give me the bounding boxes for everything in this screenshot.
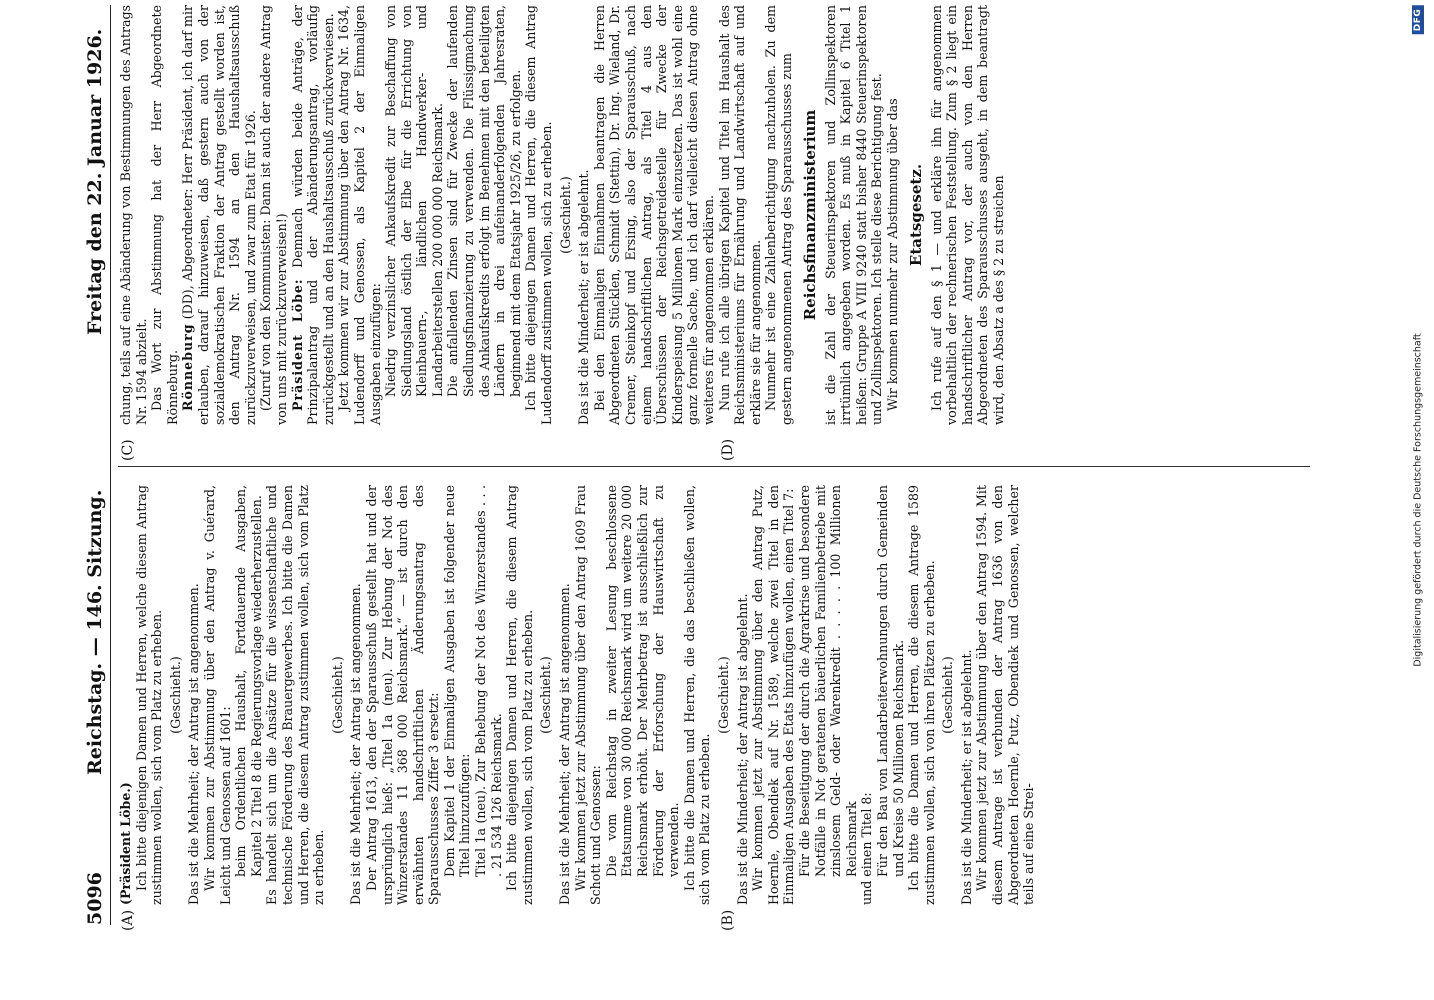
paragraph: Das ist die Minderheit; er ist abgelehnt. [576,169,592,425]
paragraph: und einen Titel 8: [859,792,875,905]
paragraph: Ich bitte diejenigen Damen und Herren, die diesem Antrag Ludendorff zustimmen wollen, sich zu erheben. [523,5,555,425]
paragraph: Ich bitte diejenigen Damen und Herren, welche diesem Antrag zustimmen wollen, sich vom Platz zu erheben. [133,485,165,905]
digitization-credit: Digitalisierung gefördert durch die Deutsche Forschungsgemeinschaft [1412,333,1424,667]
page-number: 5096 [84,872,106,925]
margin-letter-c: (C) [120,439,136,461]
paragraph: Wir kommen jetzt zur Abstimmung über den Antrag 1594. Mit diesem Antrage ist verbunden der Antrag 1636 von den Abgeordneten Hoernle, Putz, Obendiek und Genossen, welcher teils auf eine Strei- [974,485,1037,905]
paragraph: Wir kommen nunmehr zur Abstimmung über das [884,98,900,411]
quoted-motion: beim Ordentlichen Haushalt, Fortdauernde Ausgaben, Kapitel 2 Titel 8 die Regierungsvorlage wiederherzustellen. [233,485,264,877]
paragraph: Das ist die Mehrheit; der Antrag ist angenommen. [186,583,202,905]
quoted-motion: Dem Kapitel 1 der Einmaligen Ausgaben ist folgender neue Titel hinzuzufügen: [441,485,473,877]
speaker-label: (Präsident Löbe.) [118,782,133,905]
quoted-motion: Für die Beseitigung der durch die Agrarkrise und besondere Notfälle in Not geratenen bäuerlichen Familienbetriebe mit zinslosem Geld- oder Warenkredit . . . . . 100 Millionen Reichsmark [796,485,859,877]
quoted-motion: Die vom Reichstag in zweiter Lesung beschlossene Etatsumme von 30 000 Reichsmark wird um weitere 20 000 Reichsmark erhöht. Der Mehrbetrag ist ausschließlich zur Förderung der Erforschung der Hauswirtschaft zu verwenden. [603,485,682,877]
dfg-logo: DFG [1412,6,1424,35]
quoted-motion: Titel 1a (neu). Zur Behebung der Not des Winzerstandes . . . . 21 534 126 Reichsmark. [473,485,504,877]
paragraph: ist die Zahl der Steuerinspektoren und Zollinspektoren irrtümlich angegeben worden. Es muß in Kapitel 6 Titel 1 heißen: Gruppe A VIII 9240 statt bisher 8440 Steuerinspektoren und Zollinspektoren. Ich stelle diese Berichtigung fest. [822,5,885,425]
paragraph: chung, teils auf eine Abänderung von Bestimmungen des Antrags Nr. 1594 abzielt. [118,5,149,425]
paragraph: Es handelt sich um die Ansätze für die wissenschaftliche und technische Förderung des Brauergewerbes. Ich bitte die Damen und Herren, die diesem Antrag zustimmen wollen, sich vom Platz zu erheben. [264,485,327,905]
stage-direction: (Geschieht.) [167,656,183,734]
paragraph: Nun rufe ich alle übrigen Kapitel und Titel im Haushalt des Reichsministeriums für Ernährung und Landwirtschaft auf und erkläre sie für angenommen. [716,5,763,425]
paragraph: Das Wort zur Abstimmung hat der Herr Abgeordnete Rönneburg. [149,5,180,425]
paragraph: Der Antrag 1613, den der Sparausschuß gestellt hat und der ursprünglich hieß: „Titel 1a (neu). Zur Hebung der Not des Winzerstandes 11 368 000 Reichsmark.“ — ist durch den erwähnten handschriftlichen Änderungsantrag des Sparausschusses Ziffer 3 ersetzt: [363,485,442,905]
header-date: Freitag den 22. Januar 1926. [84,28,106,335]
speech-paragraph [290,5,337,425]
document-page [80,0,1320,945]
speech-text: (DD), Abgeordneter: Herr Präsident, ich darf mir erlauben, darauf hinzuweisen, daß gestern auch von der sozialdemokratischen Fraktion der Antrag gestellt worden ist, den Antrag Nr. 1594 an den Haushaltsausschuß zurückzuverweisen, und zwar zum Etat für 1926. [180,5,258,425]
speaker-name: Präsident Löbe: [289,278,305,411]
paragraph: Ich bitte die Damen und Herren, die das beschließen wollen, sich vom Platz zu erheben. [681,485,713,905]
paragraph: Bei den Einmaligen Einnahmen beantragen die Herren Abgeordneten Stücklen, Schmidt (Stettin), Dr. Ing. Wieland, Dr. Cremer, Steinkopf und Ersing, also der Sparausschuß, nach einem handschriftlichen Antrag, als Titel 4 aus den Überschüssen der Reichsgetreidestelle für Zwecke der Kinderspeisung 5 Millionen Mark einzusetzen. Das ist wohl eine ganz formelle Sache, und ich darf vielleicht diesen Antrag ohne weiteres für angenommen erklären. [591,5,716,425]
paragraph: Ich bitte die Damen und Herren, die diesem Antrage 1589 zustimmen wollen, sich von ihren Plätzen zu erheben. [906,485,937,905]
margin-letter-d: (D) [720,438,736,461]
stage-direction: (Geschieht.) [538,656,554,734]
section-heading: Reichsfinanzministerium [800,109,819,321]
speaker-name: Rönneburg [180,323,196,411]
paragraph: Wir kommen jetzt zur Abstimmung über den Antrag 1609 Frau Schott und Genossen: [572,485,604,905]
speech-paragraph [180,5,258,425]
paragraph: Das ist die Minderheit; der Antrag ist abgelehnt. [734,593,750,905]
paragraph: Ich rufe auf den § 1 — und erkläre ihn für angenommen vorbehaltlich der rechnerischen Feststellung. Zum § 2 liegt ein handschriftlicher Antrag vor, der auch von den Herren Abgeordneten des Sparausschusses ausgeht, in dem beantragt wird, den Absatz a des § 2 zu streichen [928,5,1006,425]
column-divider [118,466,1310,467]
quoted-motion: Die anfallenden Zinsen sind für Zwecke der laufenden Siedlungsfinanzierung zu verwenden. Die Flüssigmachung des Ankaufskredits erfolgt im Benehmen mit den beteiligten Ländern in drei aufeinanderfolgenden Jahresraten, beginnend mit dem Etatsjahr 1925/26, zu erfolgen. [445,5,523,397]
paragraph: Das ist die Mehrheit; der Antrag ist angenommen. [348,583,364,905]
paragraph: Das ist die Minderheit; er ist abgelehnt. [958,649,974,905]
margin-letter-b: (B) [720,909,736,931]
section-heading: Etatsgesetz. [906,163,925,267]
paragraph: Das ist die Mehrheit; der Antrag ist angenommen. [557,583,573,905]
stage-direction: (Geschieht.) [715,656,731,734]
stage-direction: (Geschieht.) [940,656,956,734]
right-column [118,5,1310,425]
margin-letter-a: (A) [120,909,136,931]
paragraph: Jetzt kommen wir zur Abstimmung über den Antrag Nr. 1634, Ludendorff und Genossen, als Kapitel 2 der Einmaligen Ausgaben einzufügen: [336,5,383,425]
speech-text: Demnach würden beide Anträge, der Prinzipalantrag und der Abänderungsantrag, vorläufig zurückgestellt und an den Haushaltsausschuß zurückverwiesen. [289,5,336,425]
page-header [80,5,111,925]
interjection: (Zuruf von den Kommunisten: Dann ist auch der andere Antrag von uns mit zurückzuverweisen!) [258,5,289,425]
paragraph: Wir kommen jetzt zur Abstimmung über den Antrag Putz, Hoernle, Obendiek auf Nr. 1589, welche zwei Titel in den Einmaligen Ausgaben des Etats hinzufügen wollen, einen Titel 7: [750,485,797,905]
paragraph: Ich bitte diejenigen Damen und Herren, die diesem Antrag zustimmen wollen, sich vom Platz zu erheben. [504,485,535,905]
header-session: Reichstag. — 146. Sitzung. [84,489,106,775]
paragraph: Wir kommen zur Abstimmung über den Antrag v. Guérard, Leicht und Genossen auf 1601: [201,485,233,905]
quoted-motion: Für den Bau von Landarbeiterwohnungen durch Gemeinden und Kreise 50 Millionen Reichsmark. [874,485,906,877]
quoted-motion: Niedrig verzinslicher Ankaufskredit zur Beschaffung von Siedlungsland östlich der Elbe für die Errichtung von Kleinbauern-, ländlichen Handwerker- und Landarbeiterstellen 200 000 000 Reichsmark. [383,5,445,397]
stage-direction: (Geschieht.) [557,176,573,254]
paragraph: Nunmehr ist eine Zahlenberichtigung nachzuholen. Zu dem gestern angenommenen Antrag des Sparausschusses zum [763,5,794,425]
left-column [118,485,1310,905]
stage-direction: (Geschieht.) [329,656,345,734]
